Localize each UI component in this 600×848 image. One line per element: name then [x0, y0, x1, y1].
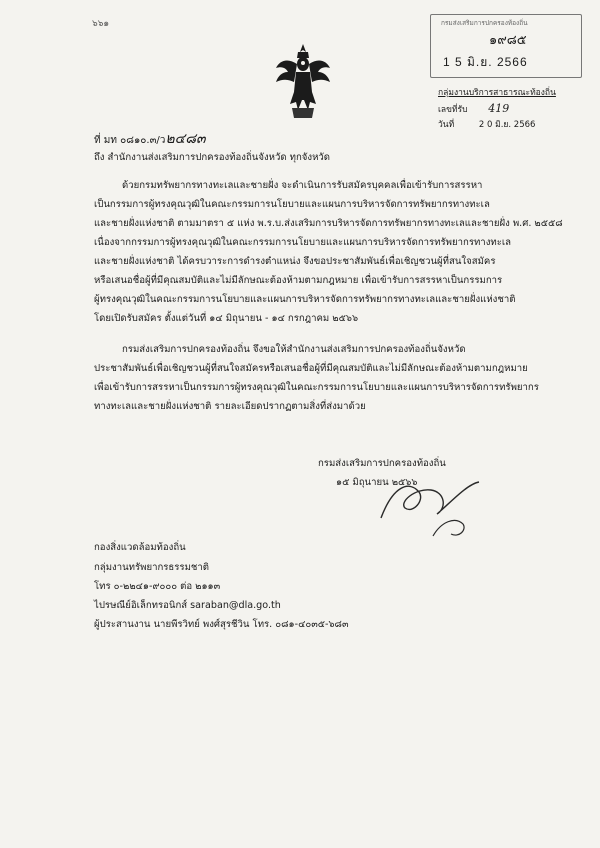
para1-line: ผู้ทรงคุณวุฒิในคณะกรรมการนโยบายและแผนการบริหารจัดการทรัพยากรทางทะเลและชายฝั่งแห่งชาติ	[94, 294, 516, 305]
para1-line: หรือเสนอชื่อผู้ที่มีคุณสมบัติและไม่มีลักษณะต้องห้ามตามกฎหมาย เพื่อเข้ารับการสรรหาเป็นกรรมการ	[94, 275, 503, 286]
receipt-stamp	[430, 14, 582, 78]
para2-line: ทางทะเลและชายฝั่งแห่งชาติ รายละเอียดปรากฏตามสิ่งที่ส่งมาด้วย	[94, 401, 366, 412]
received-unit: กลุ่มงานบริการสาธารณะท้องถิ่น	[438, 88, 556, 98]
reference-prefix: ที่ มท ๐๘๑๐.๓/ว	[94, 135, 166, 146]
received-reg-no: 419	[488, 102, 510, 115]
para1-line: และชายฝั่งแห่งชาติ ตามมาตรา ๕ แห่ง พ.ร.บ.ส่งเสริมการบริหารจัดการทรัพยากรทางทะเลและชายฝั่ง พ.ศ. ๒๕๕๘	[94, 218, 563, 229]
received-date-row	[438, 118, 588, 133]
para1-line: เป็นกรรมการผู้ทรงคุณวุฒิในคณะกรรมการนโยบายและแผนการบริหารจัดการทรัพยากรทางทะเล	[94, 199, 490, 210]
garuda-emblem-icon	[274, 42, 332, 120]
para2-line: กรมส่งเสริมการปกครองท้องถิ่น จึงขอให้สำนักงานส่งเสริมการปกครองท้องถิ่นจังหวัด	[122, 344, 466, 355]
reference-number: ๒๔๘๓	[165, 131, 206, 147]
footer-email: ไปรษณีย์อิเล็กทรอนิกส์ saraban@dla.go.th	[94, 600, 281, 611]
corner-mark: ๖๖๑	[92, 19, 110, 29]
footer-coordinator: ผู้ประสานงาน นายพีรวิทย์ พงศ์สุรชีวิน โทร. ๐๘๑-๔๐๓๕-๖๘๓	[94, 619, 349, 630]
received-reg-label: เลขที่รับ	[438, 105, 468, 115]
received-reg-row	[438, 101, 588, 118]
footer-division: กองสิ่งแวดล้อมท้องถิ่น	[94, 542, 186, 553]
letter-reference	[94, 128, 206, 150]
received-date: 2 0 มิ.ย. 2566	[478, 120, 536, 130]
para1-line: โดยเปิดรับสมัคร ตั้งแต่วันที่ ๑๔ มิถุนายน - ๑๔ กรกฎาคม ๒๕๖๖	[94, 313, 359, 324]
signing-organization: กรมส่งเสริมการปกครองท้องถิ่น	[318, 458, 446, 469]
footer-group: กลุ่มงานทรัพยากรธรรมชาติ	[94, 562, 210, 573]
para1-line: และชายฝั่งแห่งชาติ ได้ครบวาระการดำรงตำแหน่ง จึงขอประชาสัมพันธ์เพื่อเชิญชวนผู้ที่สนใจสมัคร	[94, 256, 496, 267]
stamp-header: กรมส่งเสริมการปกครองท้องถิ่น	[441, 19, 528, 27]
para1-line: ด้วยกรมทรัพยากรทางทะเลและชายฝั่ง จะดำเนินการรับสมัครบุคคลเพื่อเข้ารับการสรรหา	[122, 180, 483, 191]
recipient-line: ถึง สำนักงานส่งเสริมการปกครองท้องถิ่นจังหวัด ทุกจังหวัด	[94, 152, 331, 163]
signing-date: ๑๕ มิถุนายน ๒๕๖๖	[336, 477, 418, 488]
para2-line: เพื่อเข้ารับการสรรหาเป็นกรรมการผู้ทรงคุณวุฒิในคณะกรรมการนโยบายและแผนการบริหารจัดการทรัพยากร	[94, 382, 539, 393]
received-date-label: วันที่	[438, 120, 455, 130]
para1-line: เนื่องจากกรรมการผู้ทรงคุณวุฒิในคณะกรรมการนโยบายและแผนการบริหารจัดการทรัพยากรทางทะเล	[94, 237, 512, 248]
stamp-date: 1 5 มิ.ย. 2566	[443, 55, 528, 69]
stamp-number: ๑๙๘๕	[489, 32, 527, 47]
para2-line: ประชาสัมพันธ์เพื่อเชิญชวนผู้ที่สนใจสมัครหรือเสนอชื่อผู้ที่มีคุณสมบัติและไม่มีลักษณะต้องห้ามตามกฎหมาย	[94, 363, 528, 374]
received-block	[438, 86, 588, 133]
footer-phone: โทร ๐-๒๒๔๑-๙๐๐๐ ต่อ ๒๑๑๓	[94, 581, 221, 592]
